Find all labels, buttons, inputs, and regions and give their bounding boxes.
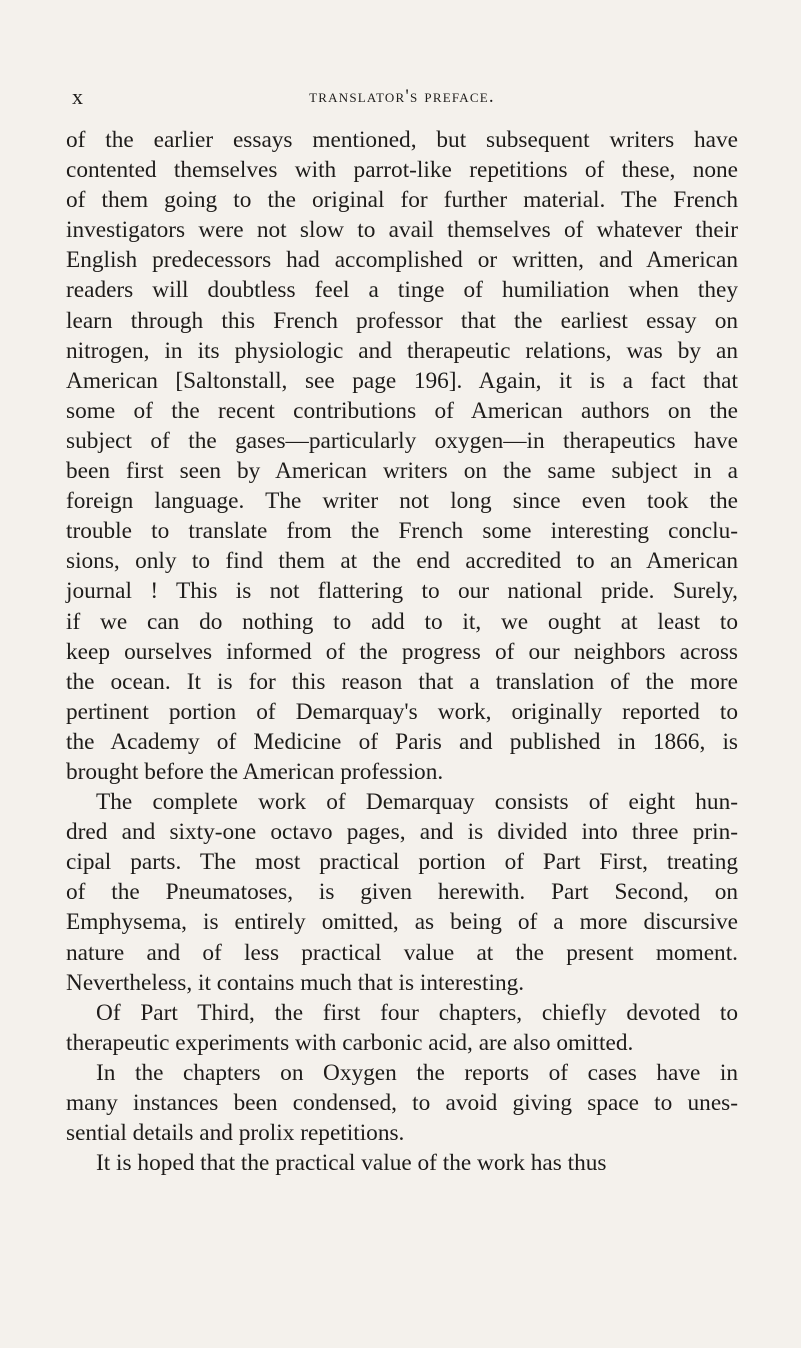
text-line: Of Part Third, the first four chapters, chiefly devoted to: [96, 999, 738, 1026]
text-line: of the Pneumatoses, is given herewith. Part Second, on: [66, 879, 738, 906]
text-line: cipal parts. The most practical portion of Part First, treating: [66, 849, 738, 876]
text-line: the Academy of Medicine of Paris and published in 1866, is: [66, 728, 738, 755]
text-line: The complete work of Demarquay consists of eight hun-: [96, 789, 738, 816]
text-line: the ocean. It is for this reason that a translation of the more: [66, 668, 738, 695]
text-line: some of the recent contributions of American authors on the: [66, 397, 738, 424]
paragraph: [66, 998, 738, 1058]
running-head: [72, 84, 732, 114]
paragraph: [66, 1148, 738, 1178]
body-text: [66, 125, 738, 1178]
text-line: therapeutic experiments with carbonic acid, are also omitted.: [66, 1029, 634, 1056]
text-line: foreign language. The writer not long since even took the: [66, 488, 738, 515]
text-line: Nevertheless, it contains much that is interesting.: [66, 969, 525, 996]
text-line: journal ! This is not flattering to our national pride. Surely,: [66, 578, 738, 605]
text-line: sential details and prolix repetitions.: [66, 1120, 405, 1147]
running-title: translator's preface.: [309, 86, 495, 107]
text-line: Emphysema, is entirely omitted, as being of a more discursive: [66, 909, 738, 936]
text-line: brought before the American profession.: [66, 758, 444, 785]
text-line: readers will doubtless feel a tinge of humiliation when they: [66, 277, 738, 304]
text-line: been first seen by American writers on the same subject in a: [66, 458, 738, 485]
text-line: of the earlier essays mentioned, but subsequent writers have: [66, 127, 738, 153]
text-line: investigators were not slow to avail themselves of whatever their: [66, 217, 738, 244]
text-line: dred and sixty-one octavo pages, and is divided into three prin-: [66, 819, 738, 846]
text-line: if we can do nothing to add to it, we ought at least to: [66, 608, 738, 635]
text-line: of them going to the original for further material. The French: [66, 187, 738, 214]
text-line: In the chapters on Oxygen the reports of cases have in: [96, 1059, 738, 1086]
paragraph: [66, 787, 738, 998]
text-line: keep ourselves informed of the progress of our neighbors across: [66, 638, 738, 665]
text-line: nitrogen, in its physiologic and therapeutic relations, was by an: [66, 337, 738, 364]
text-line: learn through this French professor that the earliest essay on: [66, 307, 738, 334]
text-line: American [Saltonstall, see page 196]. Again, it is a fact that: [66, 367, 738, 394]
text-line: pertinent portion of Demarquay's work, originally reported to: [66, 698, 738, 725]
text-line: It is hoped that the practical value of the work has thus: [96, 1150, 607, 1177]
text-line: nature and of less practical value at the present moment.: [66, 939, 738, 966]
text-line: trouble to translate from the French some interesting conclu-: [66, 518, 738, 545]
page-number: x: [72, 84, 84, 109]
paragraph: [66, 125, 738, 787]
text-line: contented themselves with parrot-like repetitions of these, none: [66, 157, 738, 184]
text-line: many instances been condensed, to avoid giving space to unes-: [66, 1090, 738, 1116]
text-line: sions, only to find them at the end accredited to an American: [66, 548, 738, 575]
text-line: subject of the gases—particularly oxygen—in therapeutics have: [66, 427, 738, 454]
paragraph: [66, 1058, 738, 1148]
text-line: English predecessors had accomplished or written, and American: [66, 247, 738, 274]
